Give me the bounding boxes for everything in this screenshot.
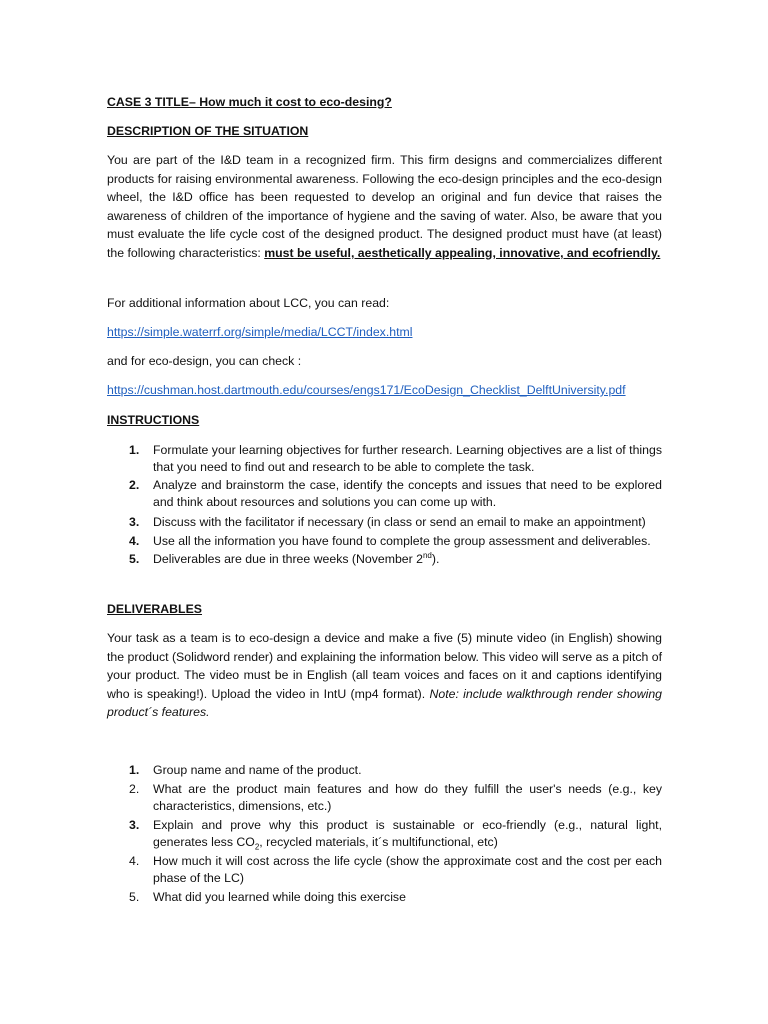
list-item	[107, 889, 662, 906]
deliverables-text: Your task as a team is to eco-design a device and make a five (5) minute video (in English) showing the product (Solidword render) and explaining the information below. This video will serve as a pitch of your product. The video must be in English (all team voices and faces on it and captions identifying who is speaking!). Upload the video in IntU (mp4 format).	[107, 631, 662, 701]
list-number: 5.	[129, 890, 140, 904]
list-item	[107, 853, 662, 887]
list-text-end: , recycled materials, it´s multifunctional, etc)	[259, 835, 498, 849]
list-number: 2.	[129, 478, 140, 492]
list-item	[107, 514, 662, 531]
list-item	[107, 817, 662, 851]
list-number: 4.	[129, 854, 140, 868]
deliverables-paragraph	[107, 629, 662, 722]
list-number: 2.	[129, 782, 140, 796]
subscript: 2	[254, 842, 260, 852]
list-text: Explain and prove why this product is sustainable or eco-friendly (e.g., natural light, generates less CO	[153, 818, 662, 849]
lcc-link[interactable]: https://simple.waterrf.org/simple/media/LCCT/index.html	[107, 325, 413, 339]
list-item	[107, 477, 662, 511]
lcc-intro: For additional information about LCC, you can read:	[107, 296, 390, 310]
deliverables-note: Note: include walkthrough render showing product´s features.	[107, 686, 663, 720]
list-item	[107, 762, 662, 779]
list-text: Analyze and brainstorm the case, identify the concepts and issues that need to be explored and think about resources and solutions you can come up with.	[153, 478, 662, 509]
list-number: 3.	[129, 818, 140, 832]
list-number: 1.	[129, 443, 140, 457]
eco-link[interactable]: https://cushman.host.dartmouth.edu/courses/engs171/EcoDesign_Checklist_DelftUniversity.pdf	[107, 383, 626, 397]
deliverables-heading: DELIVERABLES	[107, 602, 202, 616]
deliverables-list	[107, 762, 662, 906]
description-heading: DESCRIPTION OF THE SITUATION	[107, 124, 309, 138]
instructions-heading: INSTRUCTIONS	[107, 413, 200, 427]
list-text: Discuss with the facilitator if necessary (in class or send an email to make an appointment)	[153, 515, 646, 529]
list-number: 3.	[129, 515, 140, 529]
list-item	[107, 442, 662, 476]
instructions-list	[107, 442, 662, 568]
description-paragraph	[107, 151, 662, 263]
description-emphasis: must be useful, aesthetically appealing, innovative, and ecofriendly.	[264, 245, 661, 260]
list-text: What are the product main features and how do they fulfill the user's needs (e.g., key characteristics, dimensions, etc.)	[153, 782, 662, 813]
list-text: Group name and name of the product.	[153, 763, 362, 777]
list-number: 1.	[129, 763, 140, 777]
eco-link-line	[107, 381, 662, 400]
list-text: What did you learned while doing this exercise	[153, 890, 406, 904]
case-title: CASE 3 TITLE– How much it cost to eco-desing?	[107, 95, 392, 109]
eco-intro: and for eco-design, you can check :	[107, 354, 302, 368]
list-item	[107, 533, 662, 550]
list-number: 4.	[129, 534, 140, 548]
list-text: How much it will cost across the life cycle (show the approximate cost and the cost per each phase of the LC)	[153, 854, 662, 885]
list-item	[107, 551, 662, 568]
list-number: 5.	[129, 552, 140, 566]
list-text: Deliverables are due in three weeks (November 2	[153, 552, 423, 566]
list-item	[107, 781, 662, 815]
lcc-link-line	[107, 323, 662, 342]
list-text: Formulate your learning objectives for further research. Learning objectives are a list of things that you need to find out and research to be able to complete the task.	[153, 443, 662, 474]
list-text: Use all the information you have found to complete the group assessment and deliverables.	[153, 534, 651, 548]
description-text: You are part of the I&D team in a recognized firm. This firm designs and commercializes different products for raising environmental awareness. Following the eco-design principles and the eco-design wheel, the I&D office has been requested to develop an original and fun device that raises the awareness of children of the importance of hygiene and the saving of water. Also, be aware that you must evaluate the life cycle cost of the designed product. The designed product must have (at least) the following characteristics:	[107, 153, 662, 260]
list-text-end: ).	[431, 552, 440, 566]
superscript: nd	[422, 550, 432, 560]
